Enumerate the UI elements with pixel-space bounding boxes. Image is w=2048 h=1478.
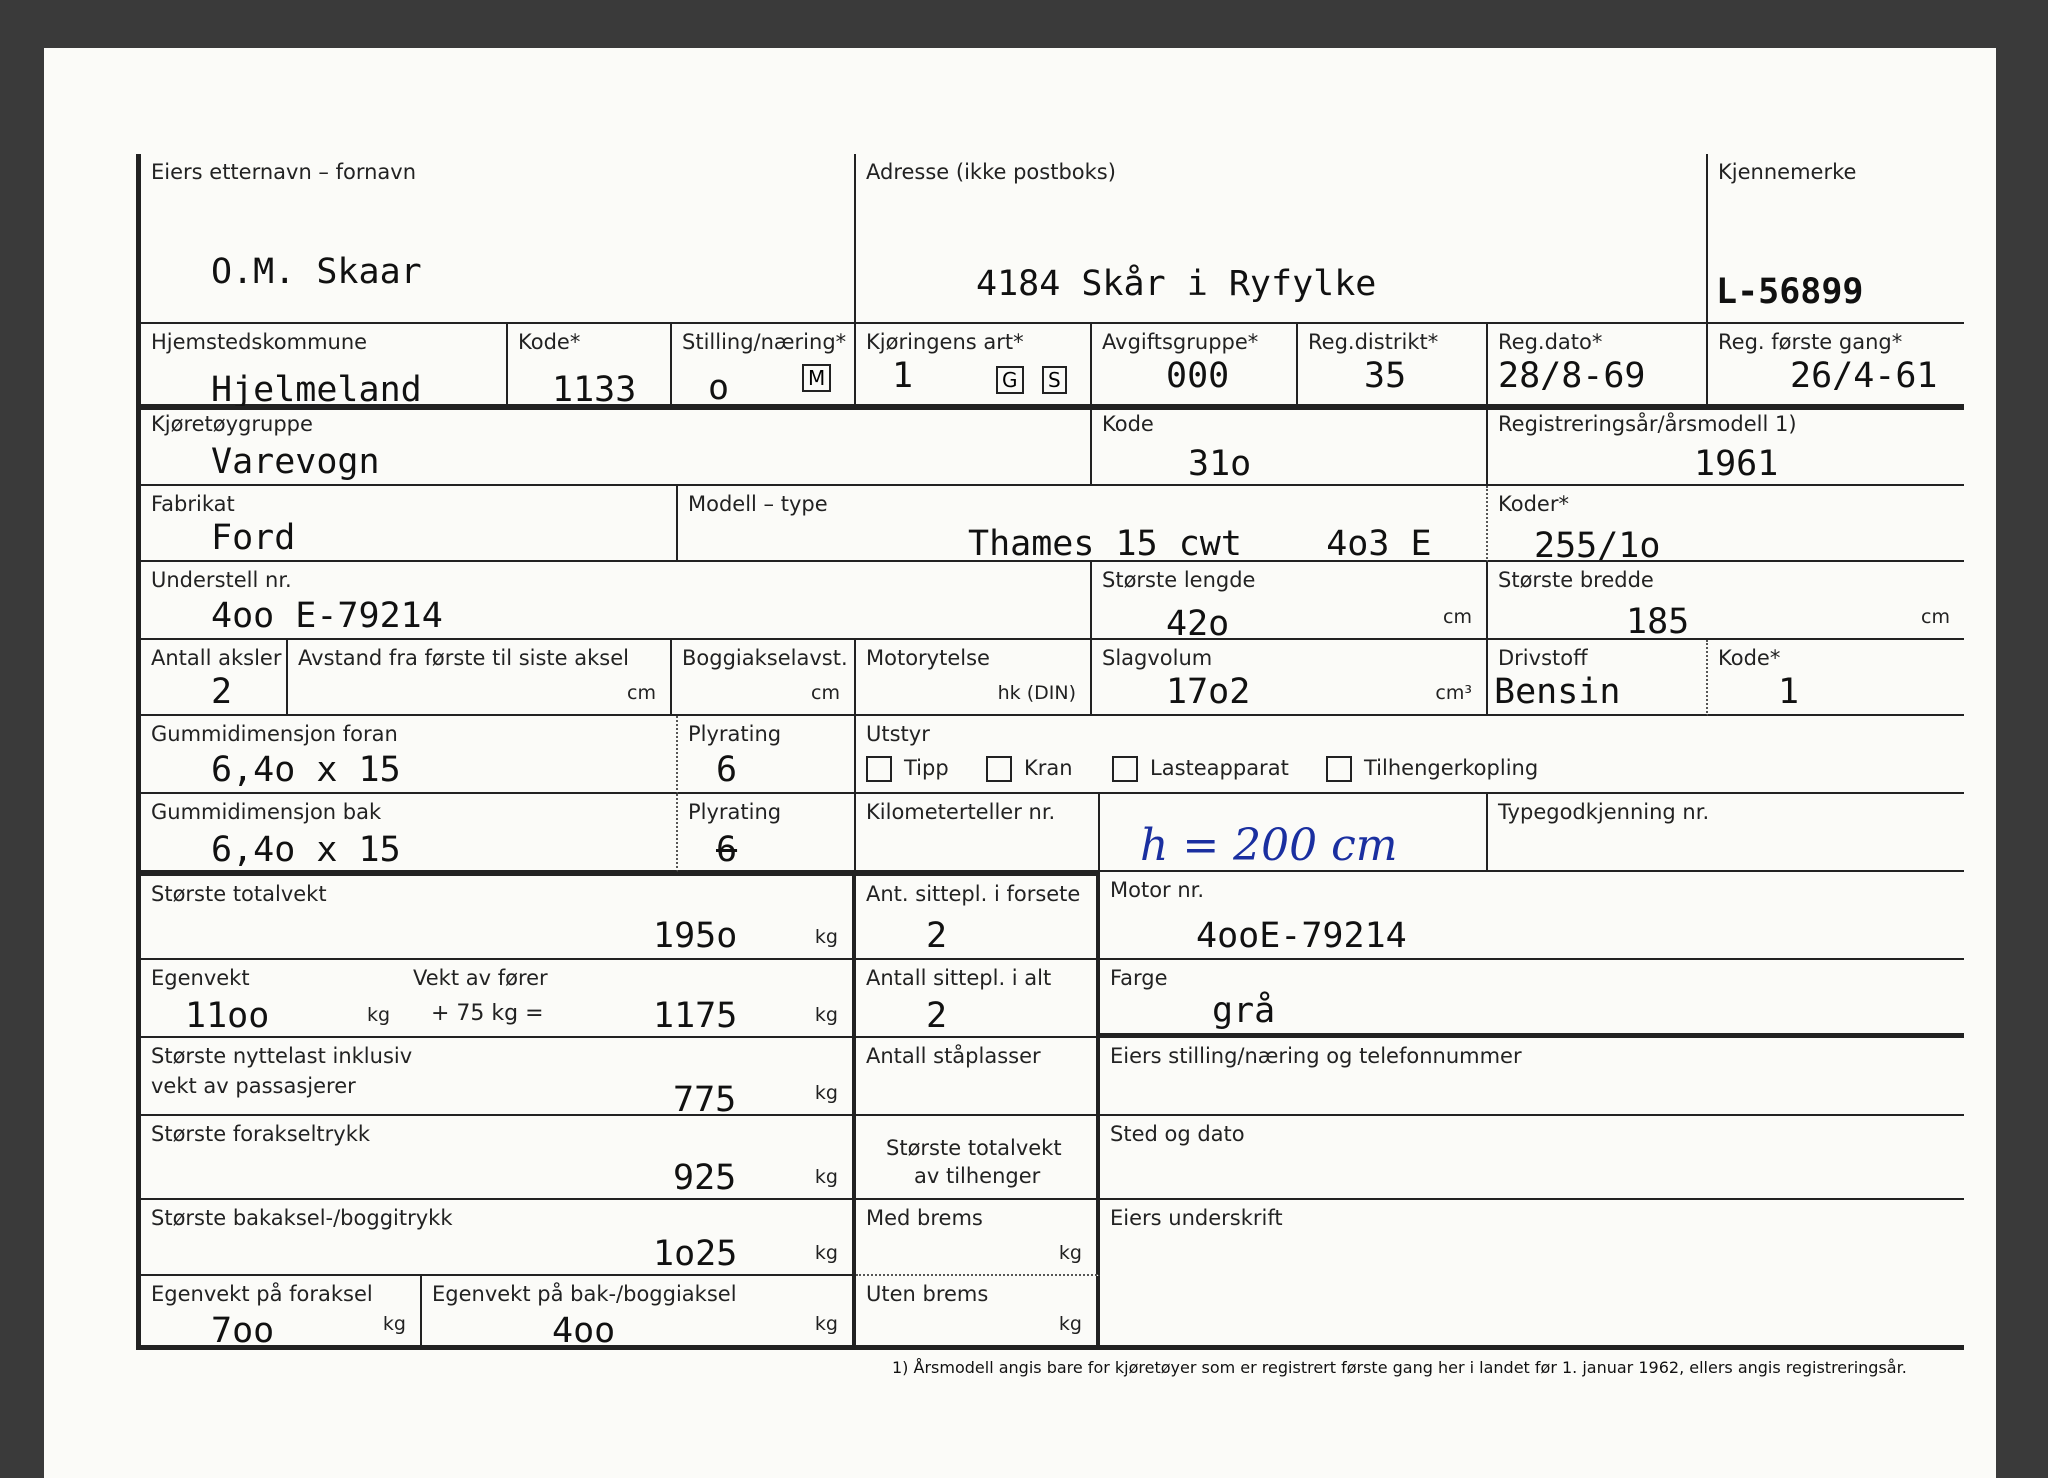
payload-value: 775 bbox=[673, 1080, 737, 1120]
make-value: Ford bbox=[211, 518, 296, 558]
address-value: 4184 Skår i Ryfylke bbox=[976, 264, 1377, 304]
checkbox-lasteapparat[interactable]: Lasteapparat bbox=[1112, 756, 1289, 782]
fuel-code-label: Kode* bbox=[1718, 646, 1781, 670]
length-unit: cm bbox=[1443, 606, 1472, 628]
tire-rear-value: 6,4o x 15 bbox=[211, 830, 401, 870]
displacement-label: Slagvolum bbox=[1102, 646, 1213, 670]
fee-group-value: 000 bbox=[1166, 356, 1230, 396]
width-field bbox=[1488, 562, 1964, 640]
axle-dist-unit: cm bbox=[627, 682, 656, 704]
driving-type-box-g: G bbox=[996, 366, 1024, 394]
chassis-field bbox=[136, 562, 1092, 640]
rear-axle-pressure-value: 1o25 bbox=[653, 1234, 738, 1274]
fuel-value: Bensin bbox=[1494, 672, 1621, 712]
bogie-field bbox=[672, 640, 856, 716]
without-brakes-field bbox=[856, 1276, 1100, 1350]
reg-district-label: Reg.distrikt* bbox=[1308, 330, 1439, 354]
payload-label-1: Største nyttelast inklusiv bbox=[151, 1044, 413, 1068]
seats-total-field bbox=[856, 960, 1100, 1038]
address-label: Adresse (ikke postboks) bbox=[866, 160, 1116, 184]
code1-label: Kode* bbox=[518, 330, 581, 354]
rear-axle-pressure-label: Største bakaksel-/boggitrykk bbox=[151, 1206, 453, 1230]
color-label: Farge bbox=[1110, 966, 1168, 990]
rear-axle-pressure-unit: kg bbox=[814, 1242, 838, 1264]
reg-date-label: Reg.dato* bbox=[1498, 330, 1603, 354]
odometer-field bbox=[856, 794, 1100, 872]
codes-label: Koder* bbox=[1498, 492, 1569, 516]
front-axle-weight-label: Egenvekt på foraksel bbox=[151, 1282, 373, 1306]
seats-total-label: Antall sittepl. i alt bbox=[866, 966, 1052, 990]
ply-rear-field bbox=[678, 794, 856, 872]
chassis-value: 4oo E-79214 bbox=[211, 596, 443, 636]
model-label: Modell – type bbox=[688, 492, 828, 516]
total-weight-field bbox=[136, 872, 856, 960]
first-reg-field bbox=[1708, 324, 1964, 406]
footnote: 1) Årsmodell angis bare for kjøretøyer som er registrert første gang her i landet før 1. januar 1962, ellers angis registreringsår. bbox=[892, 1358, 1907, 1377]
checkbox-icon bbox=[986, 756, 1012, 782]
engine-no-field bbox=[1100, 872, 1964, 960]
displacement-field bbox=[1092, 640, 1488, 716]
model-value: Thames 15 cwt 4o3 E bbox=[968, 524, 1432, 564]
length-value: 42o bbox=[1166, 604, 1230, 644]
ply-front-value: 6 bbox=[716, 750, 738, 790]
ply-rear-label: Plyrating bbox=[688, 800, 782, 824]
curb-weight-value: 11oo bbox=[185, 996, 270, 1036]
fee-group-field bbox=[1092, 324, 1298, 406]
vehicle-group-label: Kjøretøygruppe bbox=[151, 412, 313, 436]
seats-front-value: 2 bbox=[926, 916, 948, 956]
curb-total-unit: kg bbox=[814, 1004, 838, 1026]
driver-formula: + 75 kg = bbox=[431, 1001, 544, 1026]
trailer-weight-label-2: av tilhenger bbox=[914, 1164, 1041, 1188]
occupation-value: o bbox=[708, 368, 730, 408]
model-year-field bbox=[1488, 406, 1964, 486]
checkbox-icon bbox=[866, 756, 892, 782]
occupation-field bbox=[672, 324, 856, 406]
occupation-box: M bbox=[802, 364, 831, 392]
payload-field bbox=[136, 1038, 856, 1120]
width-value: 185 bbox=[1626, 602, 1690, 642]
occupation-label: Stilling/næring* bbox=[682, 330, 847, 354]
trailer-weight-label-1: Største totalvekt bbox=[886, 1136, 1062, 1160]
model-field bbox=[678, 486, 1488, 562]
payload-unit: kg bbox=[814, 1082, 838, 1104]
handwritten-note: h = 200 cm bbox=[1140, 820, 1398, 871]
municipality-label: Hjemstedskommune bbox=[151, 330, 368, 354]
width-label: Største bredde bbox=[1498, 568, 1654, 592]
front-axle-pressure-field bbox=[136, 1116, 856, 1200]
chassis-label: Understell nr. bbox=[151, 568, 292, 592]
with-brakes-unit: kg bbox=[1058, 1242, 1082, 1264]
seats-front-field bbox=[856, 872, 1100, 960]
place-date-label: Sted og dato bbox=[1110, 1122, 1245, 1146]
front-axle-weight-field bbox=[136, 1276, 422, 1350]
owner-value: O.M. Skaar bbox=[211, 252, 422, 292]
vehicle-group-field bbox=[136, 406, 1092, 486]
municipality-field bbox=[136, 324, 508, 410]
front-axle-pressure-unit: kg bbox=[814, 1166, 838, 1188]
total-weight-label: Største totalvekt bbox=[151, 882, 327, 906]
checkbox-tilhengerkopling[interactable]: Tilhengerkopling bbox=[1326, 756, 1538, 782]
width-unit: cm bbox=[1921, 606, 1950, 628]
engine-power-field bbox=[856, 640, 1092, 716]
municipality-value: Hjelmeland bbox=[211, 370, 422, 410]
displacement-unit: cm³ bbox=[1435, 682, 1472, 704]
handwritten-note-field bbox=[1100, 794, 1488, 872]
length-label: Største lengde bbox=[1102, 568, 1256, 592]
engine-power-label: Motorytelse bbox=[866, 646, 990, 670]
odometer-label: Kilometerteller nr. bbox=[866, 800, 1056, 824]
address-field bbox=[856, 154, 1708, 324]
reg-date-value: 28/8-69 bbox=[1498, 356, 1646, 396]
seats-front-label: Ant. sittepl. i forsete bbox=[866, 882, 1081, 906]
place-date-field bbox=[1100, 1116, 1964, 1200]
reg-mark-value: L-56899 bbox=[1716, 272, 1864, 312]
ply-front-label: Plyrating bbox=[688, 722, 782, 746]
code2-label: Kode bbox=[1102, 412, 1154, 436]
reg-date-field bbox=[1488, 324, 1708, 406]
seats-total-value: 2 bbox=[926, 996, 948, 1036]
reg-mark-field bbox=[1708, 154, 1964, 324]
bogie-label: Boggiakselavst. bbox=[682, 646, 848, 670]
tire-rear-label: Gummidimensjon bak bbox=[151, 800, 382, 824]
reg-district-value: 35 bbox=[1364, 356, 1407, 396]
code1-value: 1133 bbox=[552, 370, 637, 410]
total-weight-unit: kg bbox=[814, 926, 838, 948]
owner-occupation-label: Eiers stilling/næring og telefonnummer bbox=[1110, 1044, 1522, 1068]
front-axle-pressure-value: 925 bbox=[673, 1158, 737, 1198]
checkbox-tipp[interactable]: Tipp bbox=[866, 756, 949, 782]
first-reg-label: Reg. første gang* bbox=[1718, 330, 1903, 354]
color-value: grå bbox=[1212, 991, 1276, 1031]
front-axle-weight-value: 7oo bbox=[211, 1311, 275, 1351]
reg-district-field bbox=[1298, 324, 1488, 406]
color-field bbox=[1100, 960, 1964, 1038]
rear-axle-weight-value: 4oo bbox=[552, 1311, 616, 1351]
curb-weight-label: Egenvekt bbox=[151, 966, 250, 990]
tire-front-field bbox=[136, 716, 678, 794]
standing-field bbox=[856, 1038, 1100, 1116]
without-brakes-label: Uten brems bbox=[866, 1282, 989, 1306]
engine-power-unit: hk (DIN) bbox=[997, 682, 1076, 704]
first-reg-value: 26/4-61 bbox=[1790, 356, 1938, 396]
driver-weight-label: Vekt av fører bbox=[413, 966, 548, 990]
trailer-weight-field bbox=[856, 1116, 1100, 1200]
with-brakes-field bbox=[856, 1200, 1100, 1276]
axles-label: Antall aksler bbox=[151, 646, 282, 670]
total-weight-value: 195o bbox=[653, 916, 738, 956]
vehicle-group-value: Varevogn bbox=[211, 442, 380, 482]
rear-axle-weight-unit: kg bbox=[814, 1313, 838, 1335]
engine-no-value: 4ooE-79214 bbox=[1196, 916, 1407, 956]
bogie-unit: cm bbox=[811, 682, 840, 704]
rear-axle-pressure-field bbox=[136, 1200, 856, 1276]
curb-weight-field bbox=[136, 960, 856, 1038]
model-year-value: 1961 bbox=[1694, 444, 1779, 484]
equipment-field bbox=[856, 716, 1964, 794]
rear-axle-weight-field bbox=[422, 1276, 856, 1350]
equipment-label: Utstyr bbox=[866, 722, 930, 746]
driving-type-box-s: S bbox=[1042, 366, 1067, 394]
axle-dist-field bbox=[288, 640, 672, 716]
rear-axle-weight-label: Egenvekt på bak-/boggiaksel bbox=[432, 1282, 737, 1306]
checkbox-icon bbox=[1326, 756, 1352, 782]
engine-no-label: Motor nr. bbox=[1110, 878, 1205, 902]
payload-label-2: vekt av passasjerer bbox=[151, 1074, 356, 1098]
standing-label: Antall ståplasser bbox=[866, 1044, 1041, 1068]
owner-label: Eiers etternavn – fornavn bbox=[151, 160, 417, 184]
make-label: Fabrikat bbox=[151, 492, 235, 516]
tire-front-label: Gummidimensjon foran bbox=[151, 722, 398, 746]
make-field bbox=[136, 486, 678, 562]
code2-value: 31o bbox=[1188, 444, 1252, 484]
owner-field bbox=[136, 154, 856, 324]
checkbox-icon bbox=[1112, 756, 1138, 782]
code1-field bbox=[508, 324, 672, 410]
owner-occupation-field bbox=[1100, 1038, 1964, 1116]
displacement-value: 17o2 bbox=[1166, 672, 1251, 712]
code2-field bbox=[1092, 406, 1488, 486]
axles-field bbox=[136, 640, 288, 716]
model-year-label: Registreringsår/årsmodell 1) bbox=[1498, 412, 1797, 436]
type-approval-label: Typegodkjenning nr. bbox=[1498, 800, 1710, 824]
axle-dist-label: Avstand fra første til siste aksel bbox=[298, 646, 629, 670]
checkbox-kran[interactable]: Kran bbox=[986, 756, 1073, 782]
codes-value: 255/1o bbox=[1534, 526, 1661, 566]
with-brakes-label: Med brems bbox=[866, 1206, 983, 1230]
tire-rear-field bbox=[136, 794, 678, 872]
registration-card bbox=[44, 48, 1996, 1478]
reg-mark-label: Kjennemerke bbox=[1718, 160, 1857, 184]
front-axle-weight-unit: kg bbox=[382, 1313, 406, 1335]
fuel-code-field bbox=[1708, 640, 1964, 716]
curb-total-value: 1175 bbox=[653, 996, 738, 1036]
codes-field bbox=[1488, 486, 1964, 566]
driving-type-field bbox=[856, 324, 1092, 406]
ply-rear-value: 6 bbox=[716, 830, 738, 870]
fuel-label: Drivstoff bbox=[1498, 646, 1588, 670]
signature-label: Eiers underskrift bbox=[1110, 1206, 1283, 1230]
tire-front-value: 6,4o x 15 bbox=[211, 750, 401, 790]
length-field bbox=[1092, 562, 1488, 644]
without-brakes-unit: kg bbox=[1058, 1313, 1082, 1335]
curb-weight-unit: kg bbox=[367, 1004, 391, 1026]
front-axle-pressure-label: Største forakseltrykk bbox=[151, 1122, 371, 1146]
type-approval-field bbox=[1488, 794, 1964, 872]
driving-type-value: 1 bbox=[892, 356, 914, 396]
ply-front-field bbox=[678, 716, 856, 794]
fee-group-label: Avgiftsgruppe* bbox=[1102, 330, 1259, 354]
axles-value: 2 bbox=[211, 672, 233, 712]
fuel-field bbox=[1488, 640, 1708, 716]
driving-type-label: Kjøringens art* bbox=[866, 330, 1024, 354]
signature-field bbox=[1100, 1200, 1964, 1350]
fuel-code-value: 1 bbox=[1778, 672, 1800, 712]
